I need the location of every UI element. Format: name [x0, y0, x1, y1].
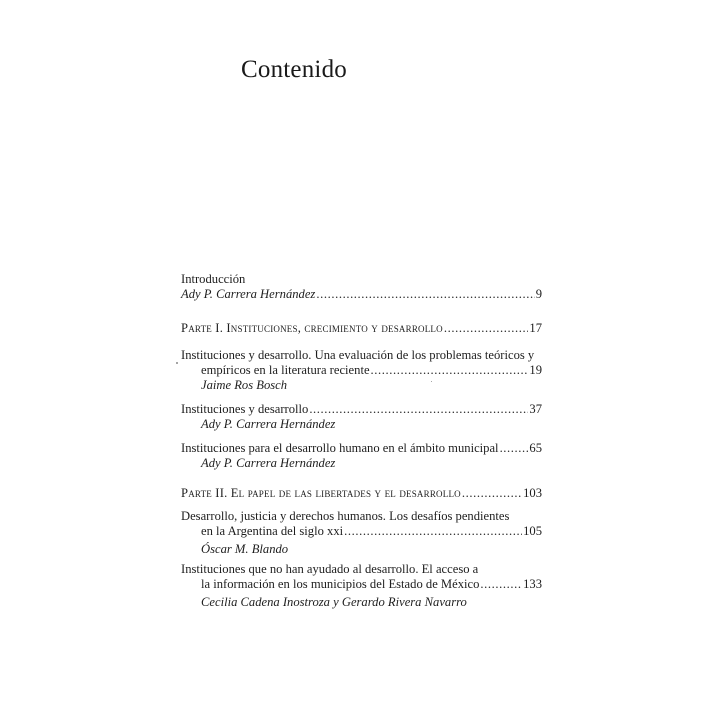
toc-part-heading	[181, 486, 542, 501]
dot-leader	[462, 486, 522, 501]
toc-entry-title: Desarrollo, justicia y derechos humanos. Los desafíos pendientes	[181, 509, 510, 523]
toc-part-heading	[181, 321, 542, 336]
toc-page-number: 17	[529, 321, 542, 335]
toc-entry-title-cont: en la Argentina del siglo xxi	[201, 524, 344, 538]
toc-entry-leader	[181, 287, 542, 302]
toc-entry-author: Ady P. Carrera Hernández	[201, 417, 336, 431]
toc-entry-title-cont: empíricos en la literatura reciente	[201, 363, 370, 377]
dot-leader	[500, 441, 529, 456]
toc-page-number: 105	[523, 524, 542, 538]
toc-entry-author: Óscar M. Blando	[201, 542, 289, 556]
toc-page-number: 133	[523, 577, 542, 591]
dot-leader	[309, 402, 528, 417]
dot-leader	[344, 524, 522, 539]
toc-part-title: Parte II. El papel de las libertades y el desarrollo	[181, 486, 461, 500]
scan-speck	[176, 362, 178, 364]
toc-entry-title: Instituciones que no han ayudado al desarrollo. El acceso a	[181, 562, 479, 576]
toc-page-number: 103	[523, 486, 542, 500]
toc-entry-author: Cecilia Cadena Inostroza y Gerardo Rivera Navarro	[201, 595, 467, 609]
toc-page-number: 9	[535, 287, 542, 301]
dot-leader	[371, 363, 529, 378]
dot-leader	[480, 577, 522, 592]
page-title: Contenido	[241, 56, 347, 83]
toc-entry-title-cont: la información en los municipios del Estado de México	[201, 577, 480, 591]
toc-entry-title: Instituciones para el desarrollo humano en el ámbito municipal	[181, 441, 499, 455]
toc-page-number: 19	[529, 363, 542, 377]
scan-speck	[431, 381, 432, 382]
toc-part-title: Parte I. Instituciones, crecimiento y desarrollo	[181, 321, 443, 335]
toc-entry-leader	[181, 441, 542, 456]
toc-page-number: 37	[529, 402, 542, 416]
dot-leader	[316, 287, 534, 302]
toc-page-number: 65	[529, 441, 542, 455]
toc-entry-title: Introducción	[181, 272, 246, 286]
toc-entry-leader	[201, 363, 542, 378]
toc-entry-leader	[181, 402, 542, 417]
toc-entry-title: Instituciones y desarrollo. Una evaluación de los problemas teóricos y	[181, 348, 535, 362]
toc-entry-leader	[201, 577, 542, 592]
toc-entry-title: Instituciones y desarrollo	[181, 402, 309, 416]
toc-entry-author: Ady P. Carrera Hernández	[181, 287, 316, 301]
toc-entry-leader	[201, 524, 542, 539]
dot-leader	[444, 321, 529, 336]
toc-entry-author: Ady P. Carrera Hernández	[201, 456, 336, 470]
toc-entry-author: Jaime Ros Bosch	[201, 378, 288, 392]
